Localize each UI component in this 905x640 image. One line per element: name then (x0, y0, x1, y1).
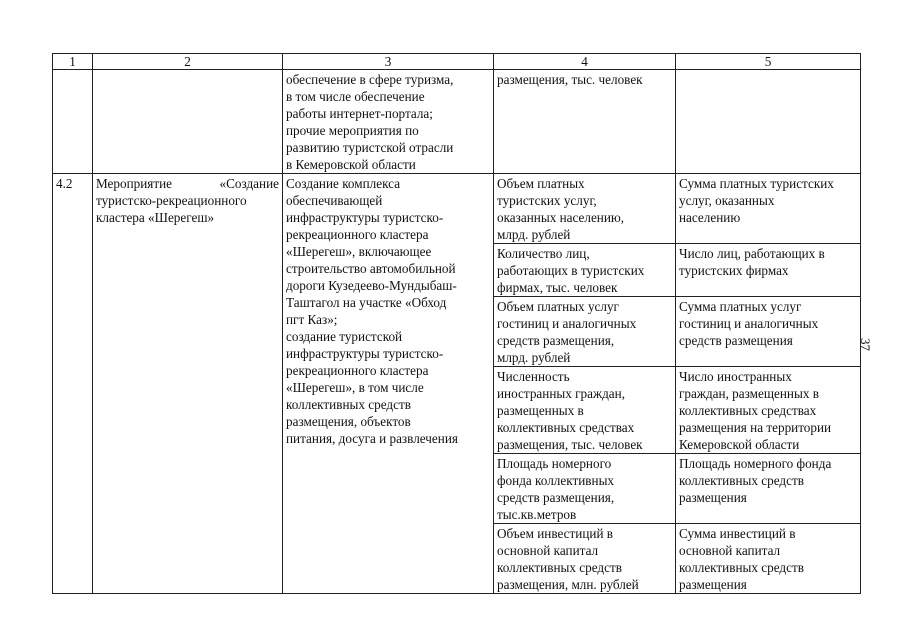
continued-row (53, 70, 861, 174)
indicator-method-cell: Сумма платных услуг гостиниц и аналогичных средств размещения (676, 297, 861, 367)
header-cell: 2 (93, 54, 283, 70)
row-number-cell: 4.2 (53, 174, 93, 594)
activity-name-cell (93, 70, 283, 174)
indicator-method-cell: Сумма платных туристских услуг, оказанных населению (676, 174, 861, 244)
page-number: 37 (858, 338, 873, 351)
indicator-row (53, 174, 861, 244)
indicator-method-cell: Площадь номерного фонда коллективных средств размещения (676, 454, 861, 524)
indicator-name-cell: Площадь номерного фонда коллективных средств размещения, тыс.кв.метров (494, 454, 676, 524)
header-cell: 4 (494, 54, 676, 70)
header-cell: 1 (53, 54, 93, 70)
indicator-name-cell: Объем платных туристских услуг, оказанных населению, млрд. рублей (494, 174, 676, 244)
indicator-name-cell: Численность иностранных граждан, размещенных в коллективных средствах размещения, тыс. человек (494, 367, 676, 454)
header-cell: 5 (676, 54, 861, 70)
row-number-cell (53, 70, 93, 174)
measures-table (52, 53, 861, 594)
indicator-method-cell: Число иностранных граждан, размещенных в коллективных средствах размещения на территории Кемеровской области (676, 367, 861, 454)
indicator-method-cell: Сумма инвестиций в основной капитал коллективных средств размещения (676, 524, 861, 594)
indicator-method-cell: Число лиц, работающих в туристских фирмах (676, 244, 861, 297)
indicator-name-cell: размещения, тыс. человек (494, 70, 676, 174)
header-cell: 3 (283, 54, 494, 70)
activity-description-cell: обеспечение в сфере туризма, в том числе обеспечение работы интернет-портала; прочие мероприятия по развитию туристской отрасли в Кемеровской области (283, 70, 494, 174)
activity-description-cell: Создание комплекса обеспечивающей инфраструктуры туристско- рекреационного кластера «Шерегеш», включающее строительство автомобильной дороги Кузедеево-Мундыбаш- Таштагол на участке «Обход пгт Каз»; создание туристской инфраструктуры туристско- рекреационного кластера «Шерегеш», в том числе коллективных средств размещения, объектов питания, досуга и развлечения (283, 174, 494, 594)
header-row (53, 54, 861, 70)
activity-title-line: Мероприятие «Создание (96, 176, 279, 191)
activity-title-rest: туристско-рекреационного кластера «Шерегеш» (96, 193, 247, 225)
indicator-name-cell: Количество лиц, работающих в туристских фирмах, тыс. человек (494, 244, 676, 297)
indicator-method-cell (676, 70, 861, 174)
indicator-name-cell: Объем инвестиций в основной капитал коллективных средств размещения, млн. рублей (494, 524, 676, 594)
activity-name-cell (93, 174, 283, 594)
indicator-name-cell: Объем платных услуг гостиниц и аналогичных средств размещения, млрд. рублей (494, 297, 676, 367)
